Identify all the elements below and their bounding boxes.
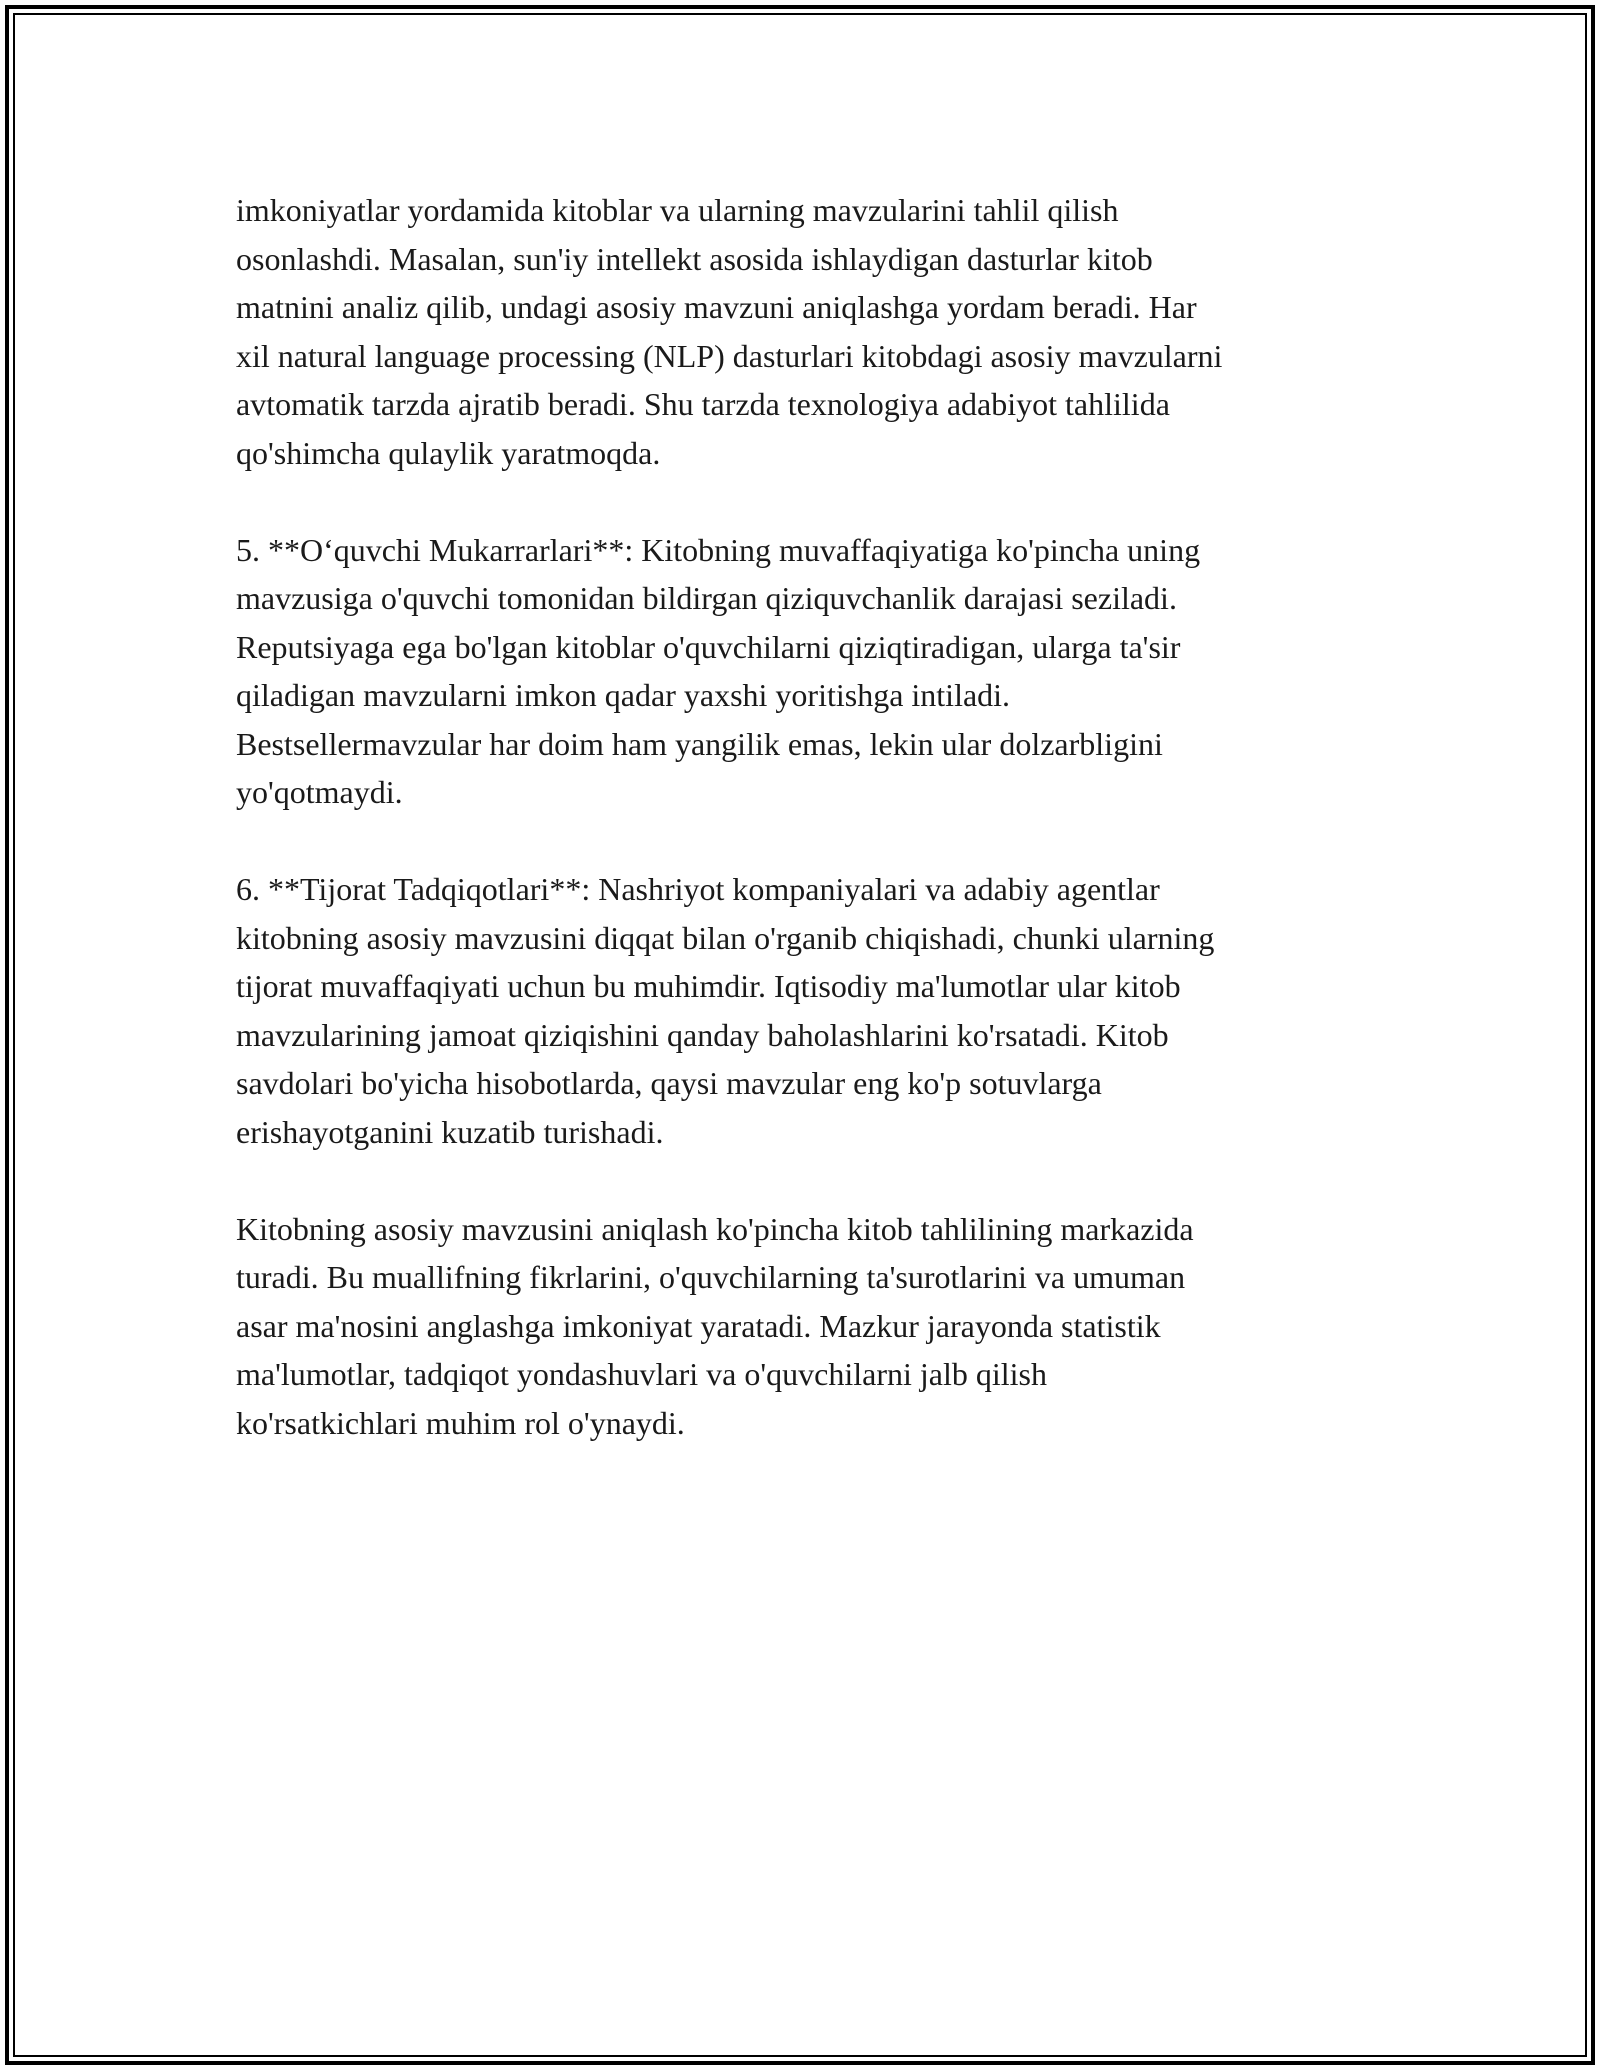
paragraph-reader-preferences: 5. **O‘quvchi Mukarrarlari**: Kitobning muvaffaqiyatiga ko'pincha uning mavzusiga o'quvchi tomonidan bildirgan qiziquvchanlik darajasi seziladi. Reputsiyaga ega bo'lgan kitoblar o'quvchilarni qiziqtiradigan, ularga ta'sir qiladigan mavzularni imkon qadar yaxshi yoritishga intiladi. Bestsellermavzular har doim ham yangilik emas, lekin ular dolzarbligini yo'qotmaydi. — [236, 531, 1201, 810]
paragraph-commercial-research: 6. **Tijorat Tadqiqotlari**: Nashriyot kompaniyalari va adabiy agentlar kitobning asosiy mavzusini diqqat bilan o'rganib chiqishadi, chunki ularning tijorat muvaffaqiyati uchun bu muhimdir. Iqtisodiy ma'lumotlar ular kitob mavzularining jamoat qiziqishini qanday baholashlarini ko'rsatadi. Kitob savdolari bo'yicha hisobotlarda, qaysi mavzular eng ko'p sotuvlarga erishayotganini kuzatib turishadi. — [236, 871, 1215, 1150]
paragraph-conclusion: Kitobning asosiy mavzusini aniqlash ko'pincha kitob tahlilining markazida turadi. Bu muallifning fikrlarini, o'quvchilarning ta'surotlarini va umuman asar ma'nosini anglashga imkoniyat yaratadi. Mazkur jarayonda statistik ma'lumotlar, tadqiqot yondashuvlari va o'quvchilarni jalb qilish ko'rsatkichlari muhim rol o'ynaydi. — [236, 1210, 1194, 1441]
paragraph-technology: imkoniyatlar yordamida kitoblar va ularning mavzularini tahlil qilish osonlashdi. Masalan, sun'iy intellekt asosida ishlaydigan dasturlar kitob matnini analiz qilib, undagi asosiy mavzuni aniqlashga yordam beradi. Har xil natural language processing (NLP) dasturlari kitobdagi asosiy mavzularni avtomatik tarzda ajratib beradi. Shu tarzda texnologiya adabiyot tahlilida qo'shimcha qulaylik yaratmoqda. — [236, 192, 1223, 471]
document-body — [236, 186, 1386, 1496]
